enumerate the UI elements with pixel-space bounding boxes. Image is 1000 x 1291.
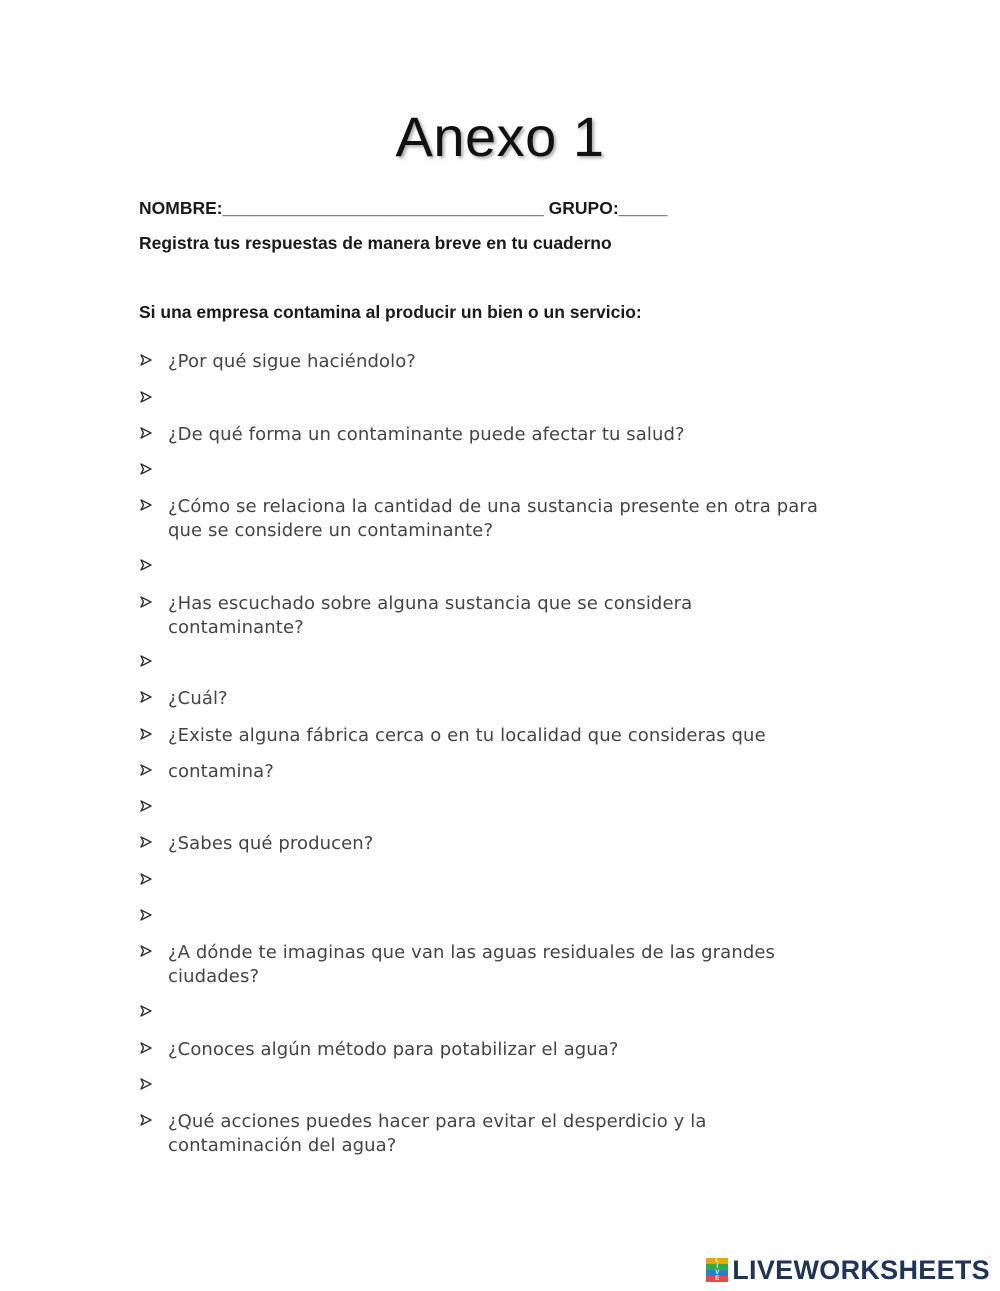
arrowhead-bullet-icon [139,1041,153,1055]
list-item-text: ¿Cómo se relaciona la cantidad de una sustancia presente en otra para que se considere un contaminante? [168,496,819,541]
arrowhead-bullet-icon [139,462,153,476]
arrowhead-bullet-icon [139,353,153,367]
arrowhead-bullet-icon [139,1077,153,1091]
list-item-text: ¿A dónde te imaginas que van las aguas residuales de las grandes ciudades? [168,942,775,987]
arrowhead-bullet-icon [139,1113,153,1127]
list-item-text: ¿Qué acciones puedes hacer para evitar el desperdicio y la contaminación del agua? [168,1111,707,1156]
arrowhead-bullet-icon [139,799,153,813]
page-title: Anexo 1 [395,105,605,168]
liveworksheets-logo-icon [706,1258,728,1282]
arrowhead-bullet-icon [139,835,153,849]
arrowhead-bullet-icon [139,390,153,404]
logo-block-v: V [706,1270,728,1276]
arrowhead-bullet-icon [139,498,153,512]
arrowhead-bullet-icon [139,908,153,922]
list-item-text: ¿Cuál? [168,688,228,709]
list-item-text: ¿Por qué sigue haciéndolo? [168,351,416,372]
logo-block-l: L [706,1258,728,1264]
list-item-text: ¿Existe alguna fábrica cerca o en tu localidad que consideras que [168,725,766,746]
logo-block-e: E [706,1276,728,1282]
list-item-text: ¿Has escuchado sobre alguna sustancia que se considera contaminante? [168,593,693,638]
list-item-text: ¿Conoces algún método para potabilizar el agua? [168,1039,619,1060]
arrowhead-bullet-icon [139,426,153,440]
arrowhead-bullet-icon [139,944,153,958]
arrowhead-bullet-icon [139,690,153,704]
arrowhead-bullet-icon [139,872,153,886]
brand-text: LIVEWORKSHEETS [732,1254,990,1285]
arrowhead-bullet-icon [139,654,153,668]
arrowhead-bullet-icon [139,1004,153,1018]
liveworksheets-brand [706,1252,990,1288]
arrowhead-bullet-icon [139,727,153,741]
intro-statement: Si una empresa contamina al producir un bien o un servicio: [139,302,642,322]
logo-block-i: I [706,1264,728,1270]
arrowhead-bullet-icon [139,558,153,572]
instructions: Registra tus respuestas de manera breve en tu cuaderno [139,233,612,253]
arrowhead-bullet-icon [139,595,153,609]
arrowhead-bullet-icon [139,763,153,777]
name-group-line: NOMBRE:_________________________________ GRUPO:_____ [139,198,668,218]
list-item-text: ¿Sabes qué producen? [168,833,374,854]
list-item-text: contamina? [168,761,274,782]
list-item-text: ¿De qué forma un contaminante puede afectar tu salud? [168,424,685,445]
